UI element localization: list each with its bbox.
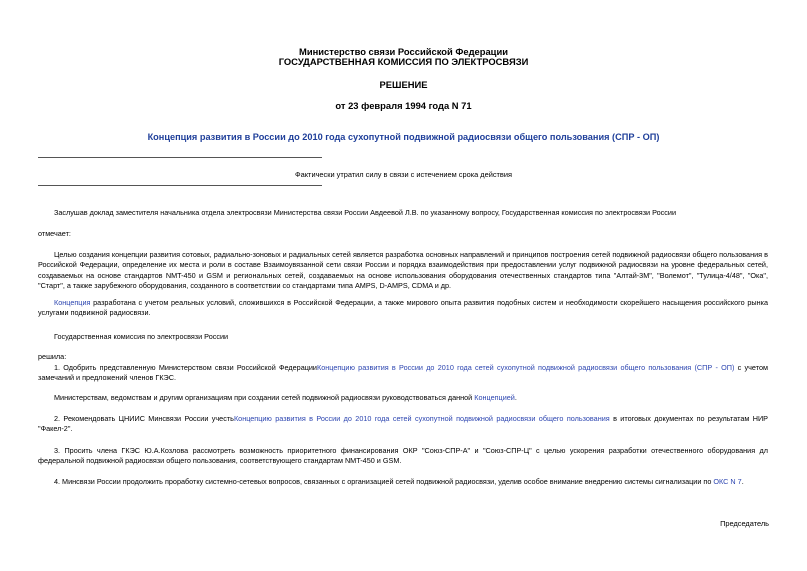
item-4-text: 4. Минсвязи России продолжить проработку системно-сетевых вопросов, связанных с организацией сетей подвижной радиосвязи, уделив особое внимание внедрению системы сигнализации по — [54, 477, 714, 486]
item-1-guidance-link[interactable]: Концепцией — [474, 393, 515, 402]
concept-link[interactable]: Концепция — [54, 298, 91, 307]
document-title-link[interactable]: Концепция развития в России до 2010 года сухопутной подвижной радиосвязи общего пользования (СПР - ОП) — [147, 132, 660, 142]
item-1-text: 1. Одобрить представленную Министерством связи Российской Федерации — [54, 363, 317, 372]
notes-label: отмечает: — [38, 229, 71, 238]
document-type: РЕШЕНИЕ — [379, 79, 428, 90]
decided-label: решила: — [38, 352, 67, 361]
document-date-number: от 23 февраля 1994 года N 71 — [335, 100, 472, 111]
item-4 — [38, 477, 768, 487]
item-2-text: 2. Рекомендовать ЦНИИС Минсвязи России учесть — [54, 414, 234, 423]
item-1-text-end: с учетом замечаний и предложений членов ГКЭС. — [38, 363, 768, 383]
commission-heading: ГОСУДАРСТВЕННАЯ КОМИССИЯ ПО ЭЛЕКТРОСВЯЗИ — [278, 56, 529, 67]
paragraph-intro: Заслушав доклад заместителя начальника отдела электросвязи Министерства связи России Авдеевой Л.В. по указанному вопросу, Государственная комиссия по электросвязи России — [54, 208, 676, 217]
paragraph-concept-text: разработана с учетом реальных условий, сложившихся в Российской Федерации, а также мирового опыта развития подобных систем и необходимости скорейшего насыщения российского рынка услугами подвижной радиосвязи. — [38, 298, 768, 318]
oks7-link[interactable]: ОКС N 7 — [713, 477, 742, 486]
item-2 — [38, 414, 768, 435]
item-2-concept-link[interactable]: Концепцию развития в России до 2010 года сетей сухопутной подвижной радиосвязи общего пользования — [233, 414, 610, 423]
item-4-text-end: . — [741, 477, 744, 486]
item-1-guidance-text: Министерствам, ведомствам и другим организациям при создании сетей подвижной радиосвязи руководствоваться данной — [54, 393, 475, 402]
item-1-concept-link[interactable]: Концепцию развития в России до 2010 года сетей сухопутной подвижной радиосвязи общего пользования (СПР - ОП) — [316, 363, 735, 372]
ministry-heading: Министерство связи Российской Федерации — [299, 46, 508, 57]
item-1 — [38, 363, 768, 384]
paragraph-concept — [38, 298, 768, 319]
divider-top — [38, 157, 322, 158]
status-note: Фактически утратил силу в связи с истечением срока действия — [295, 170, 512, 179]
divider-bottom — [38, 185, 322, 186]
paragraph-purpose: Целью создания концепции развития сотовых, радиально-зоновых и радиальных сетей является разработка основных направлений и принципов построения сетей подвижной радиосвязи общего пользования в Российской Федерации, определение их места и роли в составе Взаимоувязанной сети связи России и порядка взаимодействия при предоставлении услуг подвижной радиосвязи на уровне федеральных сетей, создаваемых на основе стандартов NMT-450 и GSM и региональных сетей, создаваемых на основе использования оборудования отечественных стандартов типа "Алтай-3М", "Волемот", "Тулица-4/48", "Ока", "Старт", а также зарубежного оборудования, созданного в соответствии со стандартами типа AMPS, D-AMPS, CDMA и др. — [38, 250, 768, 291]
item-1-guidance — [38, 393, 768, 403]
signature-label: Председатель — [720, 519, 769, 528]
item-1-guidance-end: . — [514, 393, 517, 402]
item-3: 3. Просить члена ГКЭС Ю.А.Козлова рассмотреть возможность приоритетного финансирования ОКР "Союз-СПР-А" и "Союз-СПР-Ц" с целью ускорения разработки отечественного оборудования дл федеральной подвижной радиосвязи общего пользования, соответствующего стандартам NMT-450 и GSM. — [38, 446, 768, 466]
paragraph-commission: Государственная комиссия по электросвязи России — [54, 332, 229, 341]
item-2-text-end: в итоговых документах по результатам НИР "Факел-2". — [38, 414, 769, 434]
